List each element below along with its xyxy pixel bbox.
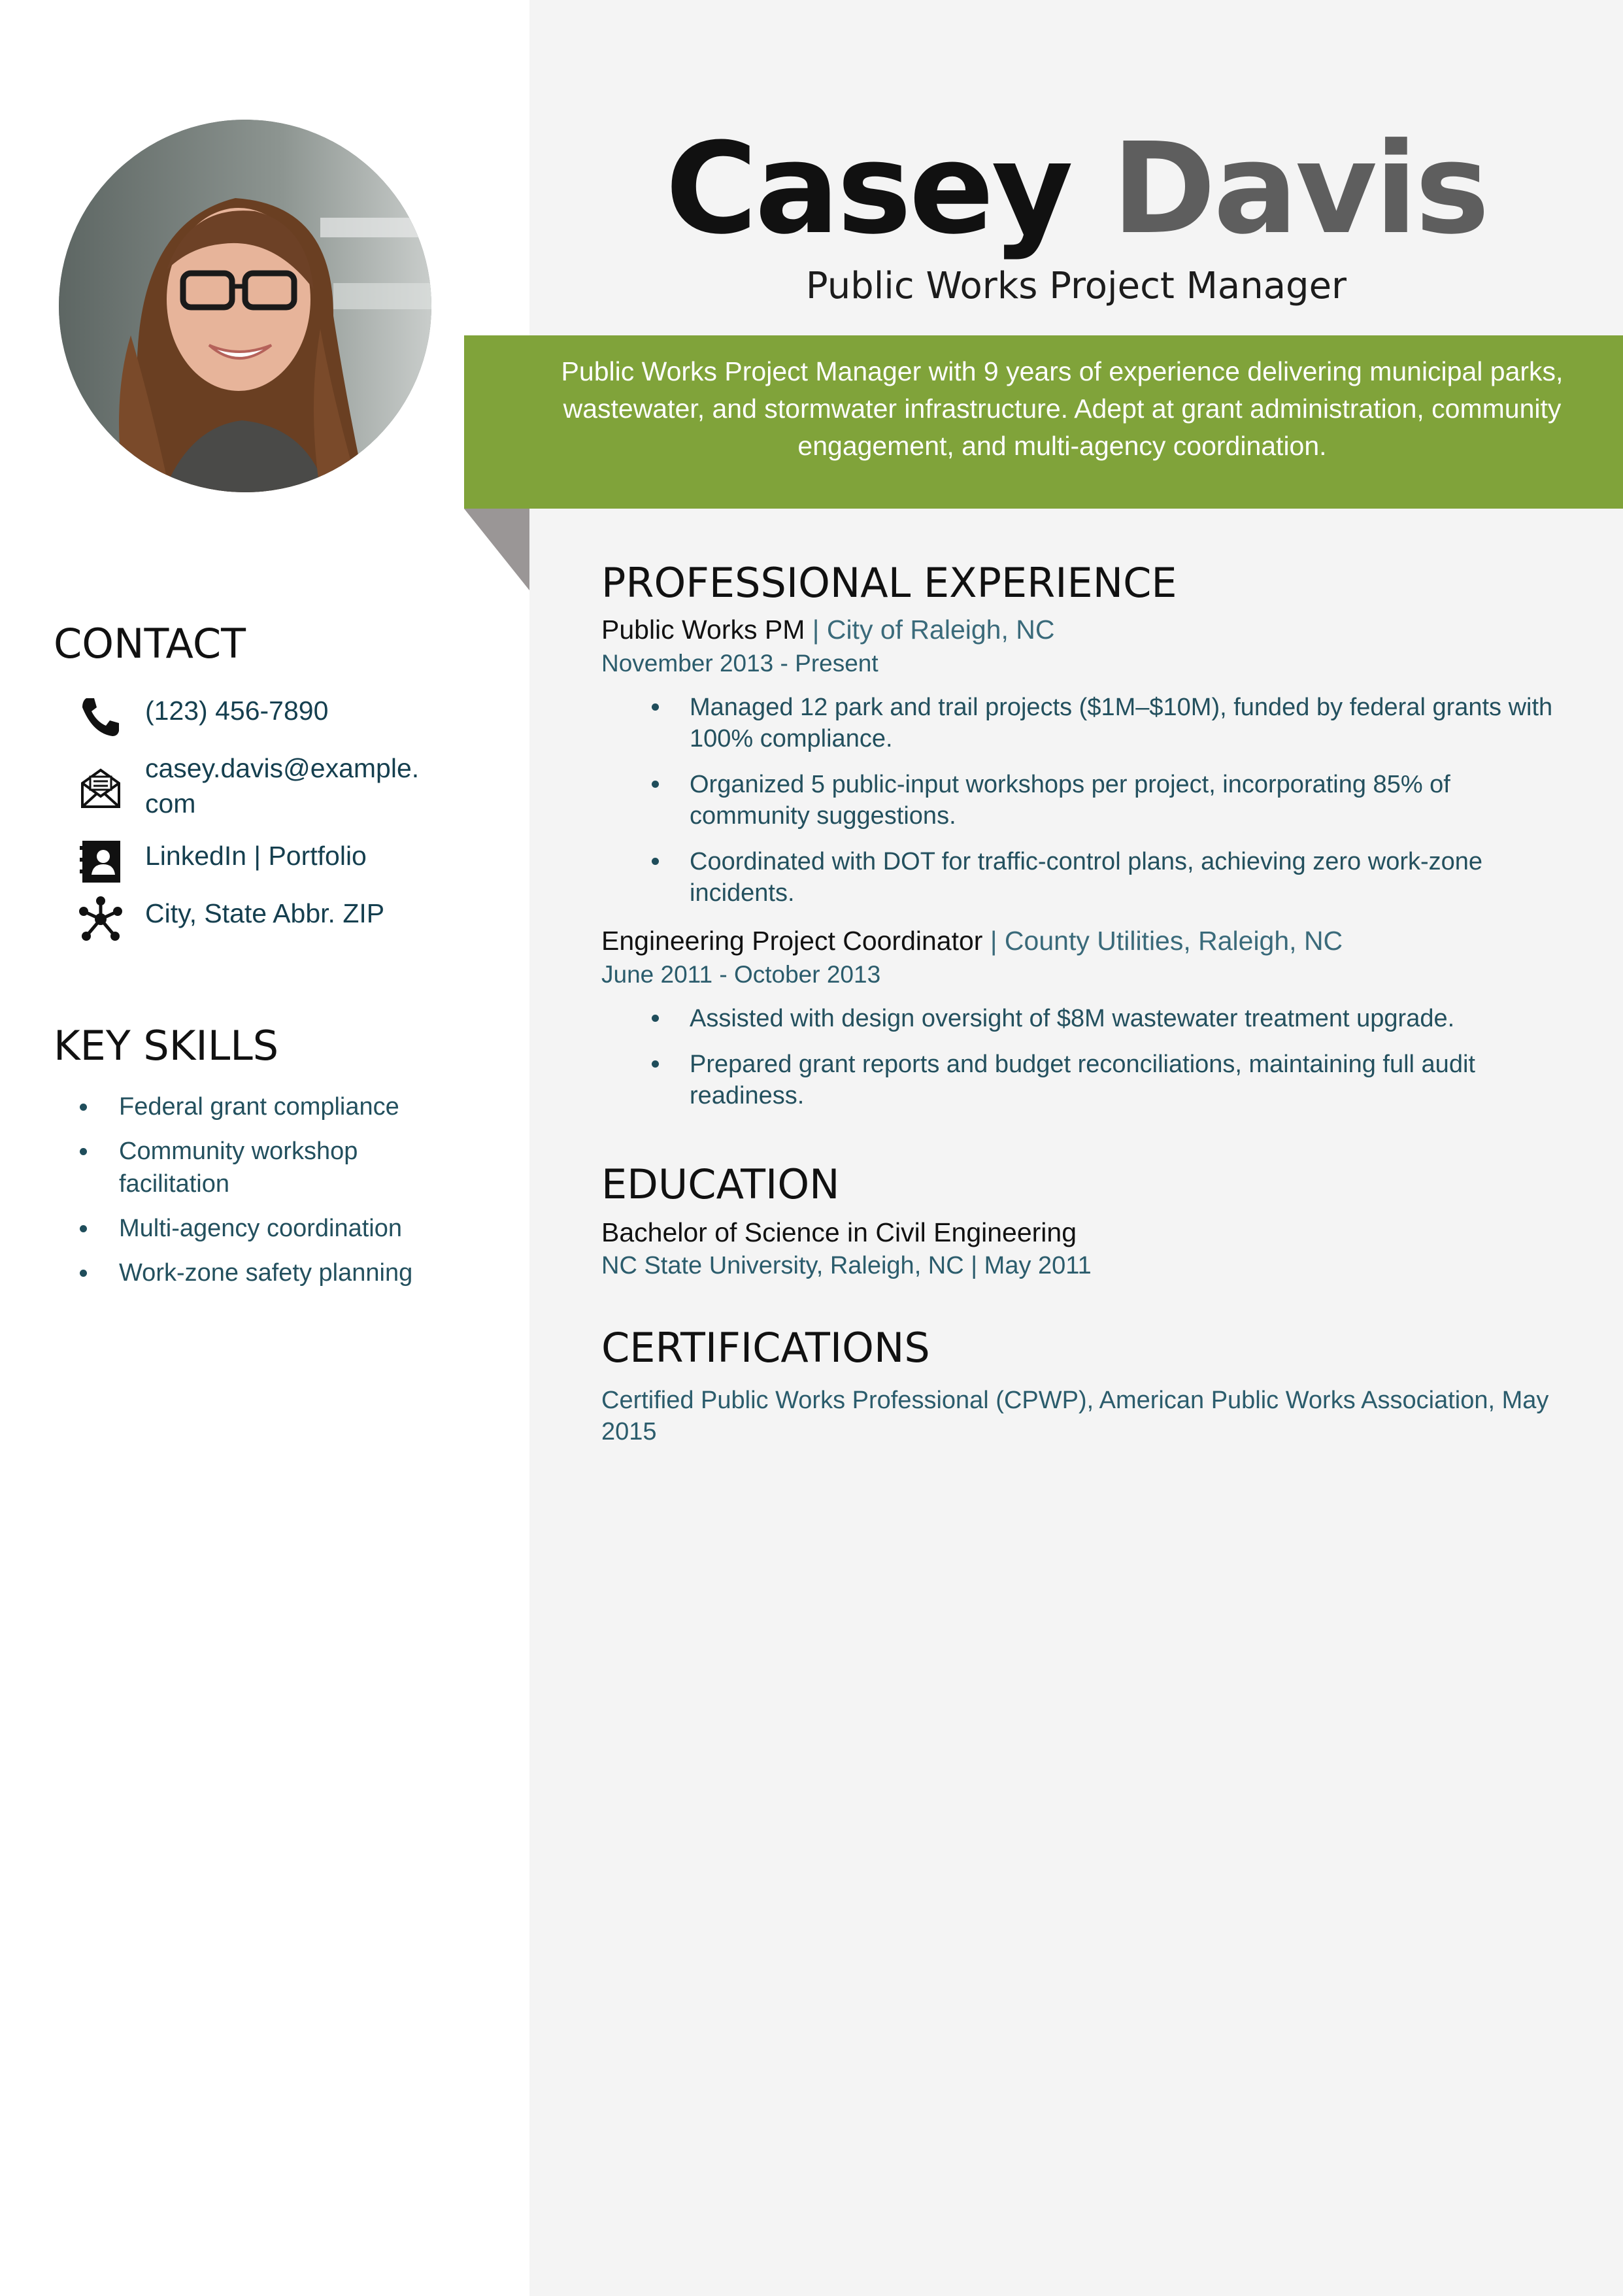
phone-number: (123) 456-7890	[145, 696, 329, 726]
job-bullets	[601, 1003, 1575, 1111]
contact-heading: CONTACT	[54, 620, 246, 667]
contact-card-icon	[77, 838, 124, 885]
certifications-heading: CERTIFICATIONS	[601, 1324, 930, 1372]
summary-text: Public Works Project Manager with 9 years of experience delivering municipal parks, wastewater, and stormwater infrastructure. Adept at grant administration, community engagement, and multi-agency coordination.	[561, 356, 1564, 461]
degree: Bachelor of Science in Civil Engineering	[601, 1217, 1077, 1247]
skill-item: Work-zone safety planning	[77, 1257, 443, 1289]
contact-links	[77, 838, 452, 885]
skills-heading: KEY SKILLS	[54, 1022, 279, 1070]
job-dates: November 2013 - Present	[601, 650, 878, 677]
location-text: City, State Abbr. ZIP	[145, 898, 385, 928]
candidate-name	[529, 118, 1623, 262]
certifications-section	[601, 1322, 1575, 1447]
education-section	[601, 1158, 1575, 1281]
email-icon	[77, 764, 124, 811]
skills-list	[77, 1090, 443, 1301]
job-bullets	[601, 692, 1575, 909]
contact-email	[77, 751, 452, 821]
certification-text: Certified Public Works Professional (CPWP), American Public Works Association, May 2015	[601, 1387, 1549, 1445]
job-organization: City of Raleigh, NC	[826, 615, 1055, 645]
job-bullet: Organized 5 public-input workshops per project, incorporating 85% of community suggestions.	[601, 769, 1575, 832]
job-bullet: Managed 12 park and trail projects ($1M–$10M), funded by federal grants with 100% compliance.	[601, 692, 1575, 754]
job-separator: |	[812, 615, 820, 645]
banner-fold-shadow	[464, 509, 529, 590]
links-text: LinkedIn | Portfolio	[145, 841, 367, 871]
skill-item: Multi-agency coordination	[77, 1212, 443, 1245]
experience-section	[601, 557, 1575, 1126]
first-name: Casey	[665, 116, 1071, 262]
job-entry	[601, 923, 1575, 1111]
education-details: NC State University, Raleigh, NC | May 2011	[601, 1252, 1092, 1279]
contact-phone	[77, 693, 452, 740]
education-heading: EDUCATION	[601, 1160, 840, 1208]
experience-heading: PROFESSIONAL EXPERIENCE	[601, 559, 1177, 607]
job-header	[601, 923, 1575, 958]
skill-item: Federal grant compliance	[77, 1090, 443, 1123]
job-organization: County Utilities, Raleigh, NC	[1004, 926, 1343, 956]
job-entry	[601, 612, 1575, 909]
job-header	[601, 612, 1575, 647]
skill-item: Community workshop facilitation	[77, 1135, 443, 1200]
job-bullet: Prepared grant reports and budget reconciliations, maintaining full audit readiness.	[601, 1049, 1575, 1111]
job-bullet: Assisted with design oversight of $8M wastewater treatment upgrade.	[601, 1003, 1575, 1034]
last-name: Davis	[1111, 116, 1488, 262]
job-bullet: Coordinated with DOT for traffic-control plans, achieving zero work-zone incidents.	[601, 846, 1575, 909]
job-title: Public Works Project Manager	[805, 265, 1347, 307]
phone-icon	[77, 693, 124, 740]
job-title: Engineering Project Coordinator	[601, 926, 983, 956]
job-dates: June 2011 - October 2013	[601, 961, 881, 988]
email-address: casey.davis@example. com	[145, 753, 420, 819]
job-title: Public Works PM	[601, 615, 805, 645]
job-separator: |	[990, 926, 997, 956]
network-icon	[77, 896, 124, 943]
contact-location	[77, 896, 452, 943]
profile-photo	[59, 120, 431, 492]
